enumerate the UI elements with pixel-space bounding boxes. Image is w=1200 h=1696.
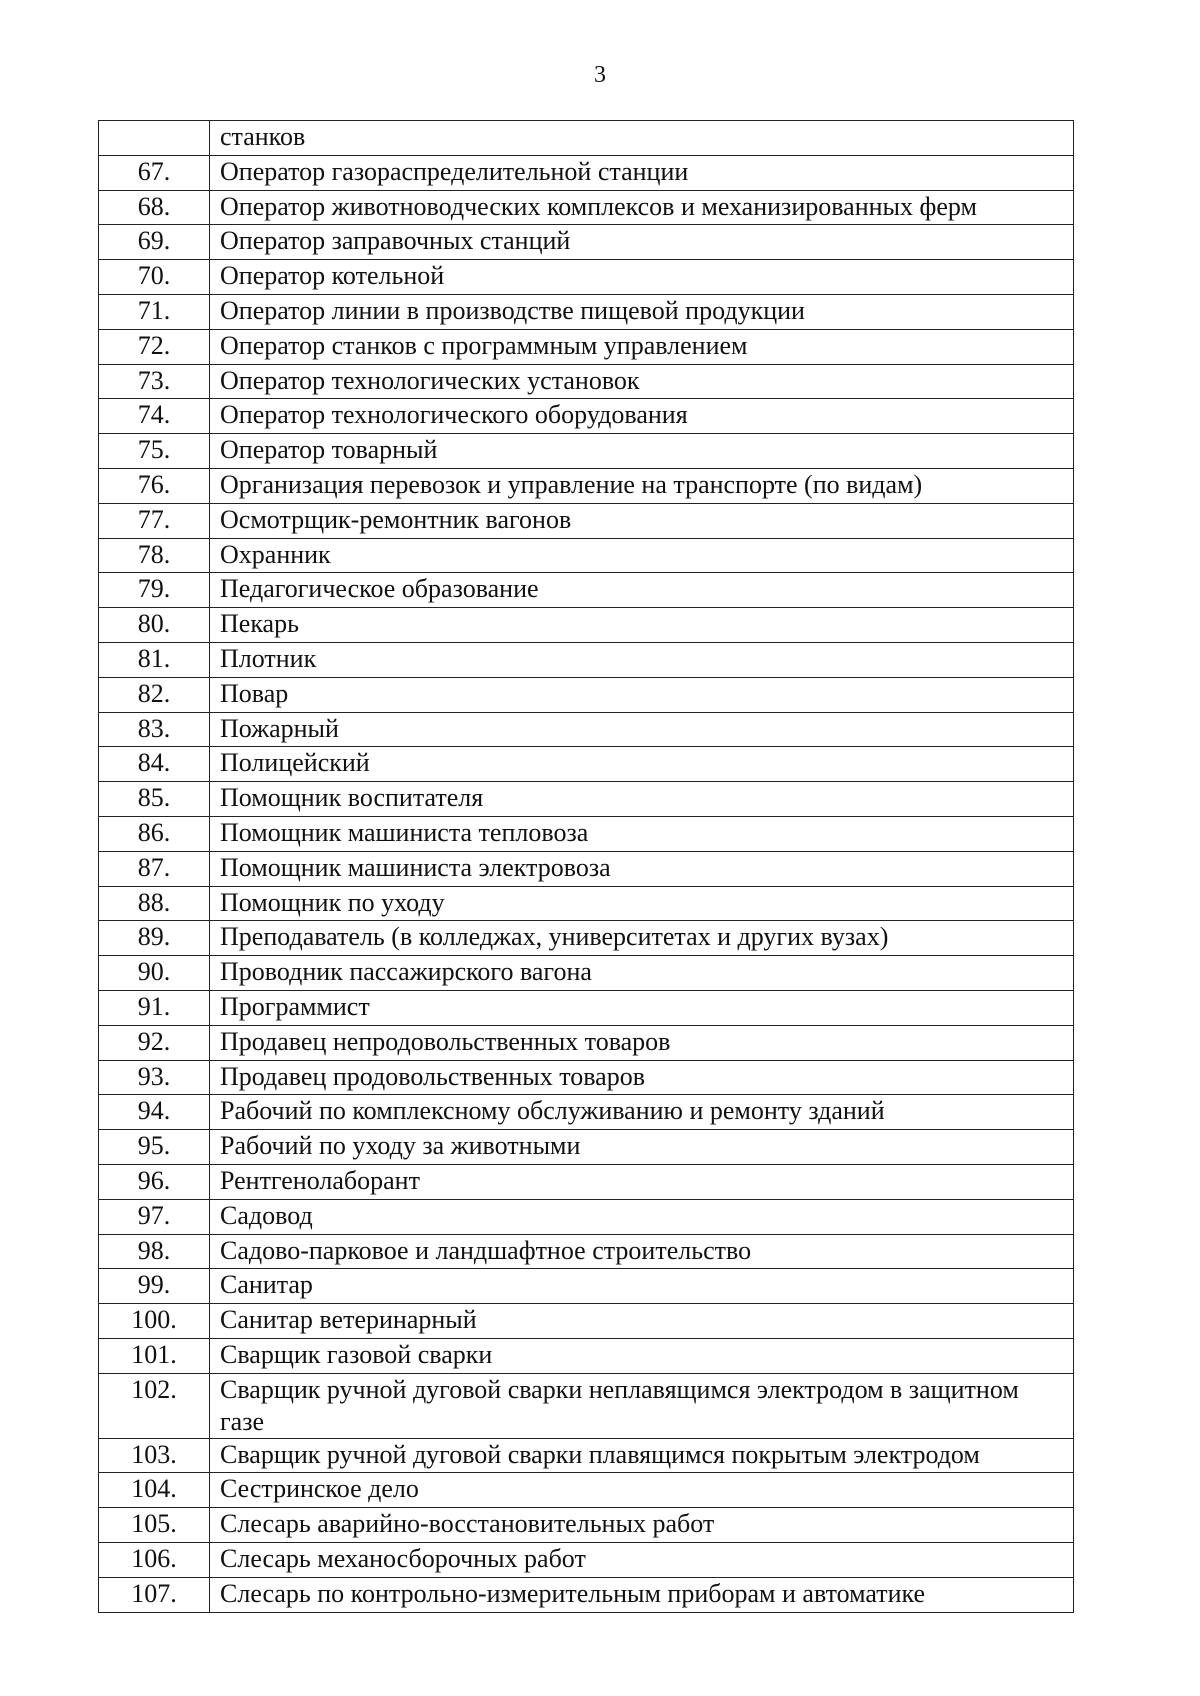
table-row [99, 851, 1074, 886]
profession-name: Оператор котельной [210, 260, 1074, 295]
row-number: 86. [99, 816, 210, 851]
profession-name: Слесарь по контрольно-измерительным приборам и автоматике [210, 1577, 1074, 1612]
profession-name: Преподаватель (в колледжах, университетах и других вузах) [210, 921, 1074, 956]
profession-name: Сварщик ручной дуговой сварки плавящимся покрытым электродом [210, 1438, 1074, 1473]
row-number: 88. [99, 886, 210, 921]
table-row [99, 782, 1074, 817]
row-number: 80. [99, 608, 210, 643]
profession-name: Повар [210, 677, 1074, 712]
profession-name: Слесарь аварийно-восстановительных работ [210, 1508, 1074, 1543]
row-number: 77. [99, 503, 210, 538]
table-row [99, 1164, 1074, 1199]
profession-name: Сварщик ручной дуговой сварки неплавящимся электродом в защитном газе [210, 1373, 1074, 1438]
profession-name: Педагогическое образование [210, 573, 1074, 608]
row-number [99, 121, 210, 156]
table-row [99, 1543, 1074, 1578]
row-number: 99. [99, 1269, 210, 1304]
professions-table-body [99, 121, 1074, 1613]
row-number: 97. [99, 1199, 210, 1234]
table-row [99, 468, 1074, 503]
table-row [99, 1338, 1074, 1373]
table-row [99, 1373, 1074, 1438]
profession-name: Оператор товарный [210, 434, 1074, 469]
table-row [99, 1473, 1074, 1508]
table-row [99, 190, 1074, 225]
table-row [99, 990, 1074, 1025]
profession-name: Оператор технологических установок [210, 364, 1074, 399]
profession-name: Охранник [210, 538, 1074, 573]
table-row [99, 1025, 1074, 1060]
row-number: 72. [99, 329, 210, 364]
profession-name: Слесарь механосборочных работ [210, 1543, 1074, 1578]
table-row [99, 503, 1074, 538]
row-number: 100. [99, 1304, 210, 1339]
row-number: 78. [99, 538, 210, 573]
profession-name: Организация перевозок и управление на транспорте (по видам) [210, 468, 1074, 503]
profession-name: Продавец непродовольственных товаров [210, 1025, 1074, 1060]
table-row [99, 364, 1074, 399]
row-number: 106. [99, 1543, 210, 1578]
profession-name: Пожарный [210, 712, 1074, 747]
row-number: 89. [99, 921, 210, 956]
profession-name: станков [210, 121, 1074, 156]
table-row [99, 956, 1074, 991]
table-row [99, 329, 1074, 364]
table-row [99, 1130, 1074, 1165]
table-row [99, 225, 1074, 260]
profession-name: Плотник [210, 642, 1074, 677]
table-row [99, 1304, 1074, 1339]
profession-name: Оператор технологического оборудования [210, 399, 1074, 434]
table-row [99, 1234, 1074, 1269]
profession-name: Оператор газораспределительной станции [210, 155, 1074, 190]
table-row [99, 677, 1074, 712]
profession-name: Оператор животноводческих комплексов и механизированных ферм [210, 190, 1074, 225]
profession-name: Оператор линии в производстве пищевой продукции [210, 294, 1074, 329]
row-number: 95. [99, 1130, 210, 1165]
row-number: 94. [99, 1095, 210, 1130]
row-number: 87. [99, 851, 210, 886]
row-number: 96. [99, 1164, 210, 1199]
profession-name: Рабочий по комплексному обслуживанию и ремонту зданий [210, 1095, 1074, 1130]
row-number: 82. [99, 677, 210, 712]
table-row [99, 1095, 1074, 1130]
table-row [99, 155, 1074, 190]
profession-name: Помощник машиниста тепловоза [210, 816, 1074, 851]
table-row [99, 608, 1074, 643]
row-number: 90. [99, 956, 210, 991]
profession-name: Проводник пассажирского вагона [210, 956, 1074, 991]
profession-name: Сварщик газовой сварки [210, 1338, 1074, 1373]
page-number: 3 [594, 62, 606, 88]
table-row [99, 399, 1074, 434]
profession-name: Оператор станков с программным управлением [210, 329, 1074, 364]
row-number: 73. [99, 364, 210, 399]
row-number: 69. [99, 225, 210, 260]
profession-name: Рабочий по уходу за животными [210, 1130, 1074, 1165]
row-number: 104. [99, 1473, 210, 1508]
row-number: 74. [99, 399, 210, 434]
row-number: 79. [99, 573, 210, 608]
row-number: 103. [99, 1438, 210, 1473]
row-number: 101. [99, 1338, 210, 1373]
profession-name: Помощник по уходу [210, 886, 1074, 921]
table-row [99, 816, 1074, 851]
table-row [99, 921, 1074, 956]
profession-name: Пекарь [210, 608, 1074, 643]
table-row [99, 747, 1074, 782]
row-number: 93. [99, 1060, 210, 1095]
profession-name: Рентгенолаборант [210, 1164, 1074, 1199]
row-number: 70. [99, 260, 210, 295]
row-number: 85. [99, 782, 210, 817]
row-number: 102. [99, 1373, 210, 1438]
table-row [99, 1577, 1074, 1612]
profession-name: Осмотрщик-ремонтник вагонов [210, 503, 1074, 538]
table-row [99, 1060, 1074, 1095]
table-row [99, 573, 1074, 608]
professions-table [98, 120, 1074, 1613]
table-row [99, 294, 1074, 329]
profession-name: Помощник машиниста электровоза [210, 851, 1074, 886]
profession-name: Программист [210, 990, 1074, 1025]
table-row [99, 121, 1074, 156]
profession-name: Садово-парковое и ландшафтное строительство [210, 1234, 1074, 1269]
table-row [99, 1508, 1074, 1543]
row-number: 91. [99, 990, 210, 1025]
profession-name: Санитар ветеринарный [210, 1304, 1074, 1339]
table-row [99, 434, 1074, 469]
table-row [99, 538, 1074, 573]
table-row [99, 1199, 1074, 1234]
row-number: 107. [99, 1577, 210, 1612]
row-number: 71. [99, 294, 210, 329]
row-number: 105. [99, 1508, 210, 1543]
table-row [99, 712, 1074, 747]
row-number: 98. [99, 1234, 210, 1269]
row-number: 76. [99, 468, 210, 503]
table-row [99, 1269, 1074, 1304]
row-number: 68. [99, 190, 210, 225]
profession-name: Санитар [210, 1269, 1074, 1304]
row-number: 84. [99, 747, 210, 782]
profession-name: Садовод [210, 1199, 1074, 1234]
table-row [99, 1438, 1074, 1473]
row-number: 75. [99, 434, 210, 469]
profession-name: Продавец продовольственных товаров [210, 1060, 1074, 1095]
profession-name: Оператор заправочных станций [210, 225, 1074, 260]
row-number: 81. [99, 642, 210, 677]
profession-name: Полицейский [210, 747, 1074, 782]
profession-name: Сестринское дело [210, 1473, 1074, 1508]
row-number: 92. [99, 1025, 210, 1060]
table-row [99, 642, 1074, 677]
table-row [99, 886, 1074, 921]
row-number: 67. [99, 155, 210, 190]
table-row [99, 260, 1074, 295]
profession-name: Помощник воспитателя [210, 782, 1074, 817]
row-number: 83. [99, 712, 210, 747]
